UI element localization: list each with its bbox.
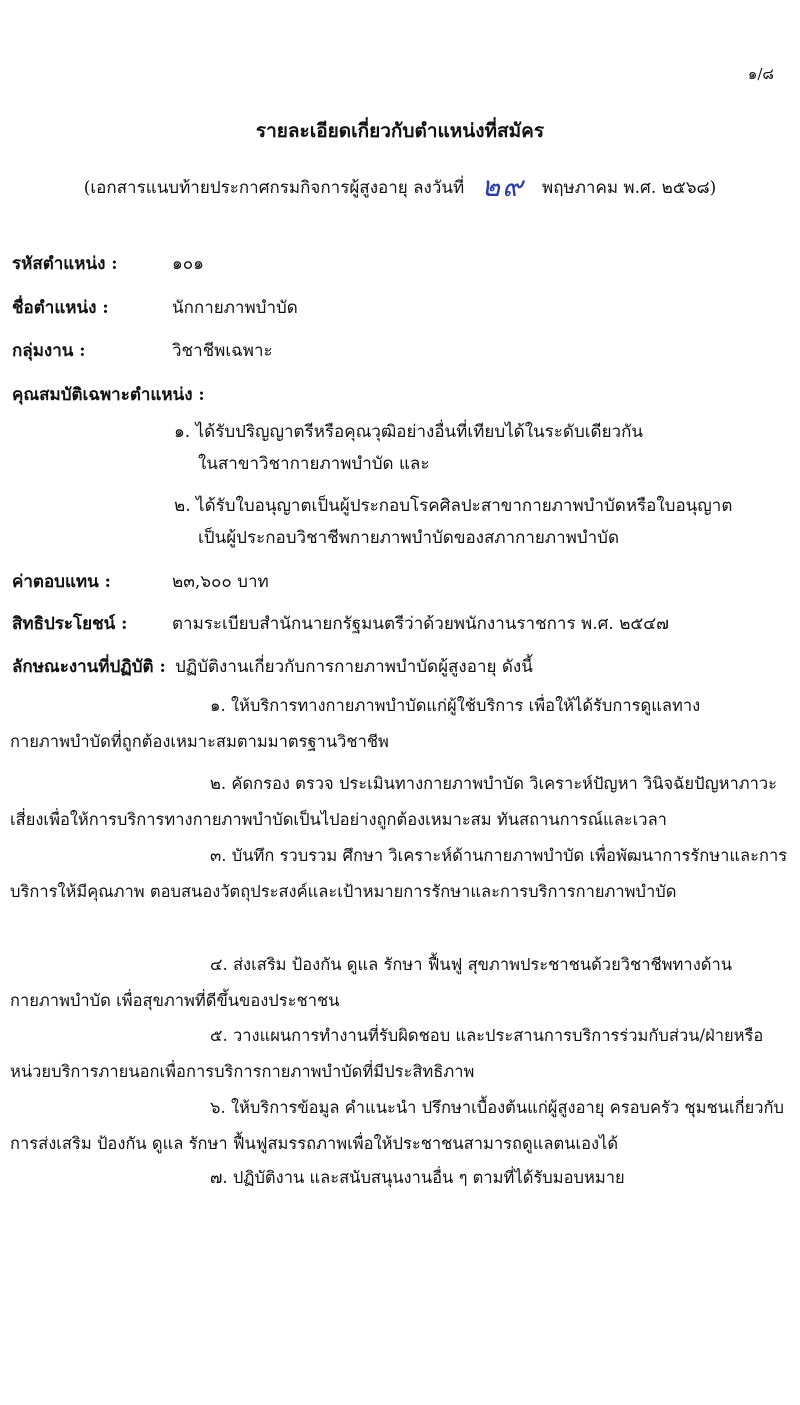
position-code-label: รหัสตำแหน่ง : bbox=[12, 254, 118, 274]
work-group-label: กลุ่มงาน : bbox=[12, 341, 86, 361]
position-name-label: ชื่อตำแหน่ง : bbox=[12, 298, 109, 318]
subtitle-after: พฤษภาคม พ.ศ. ๒๕๖๘) bbox=[541, 178, 717, 198]
qualification-item-cont: เป็นผู้ประกอบวิชาชีพกายภาพบำบัดของสภากายภาพบำบัด bbox=[198, 528, 620, 548]
page-number: ๑/๘ bbox=[747, 65, 774, 83]
qualification-item-cont: ในสาขาวิชากายภาพบำบัด และ bbox=[198, 454, 430, 474]
duty-item-1: ๑. ให้บริการทางกายภาพบำบัดแก่ผู้ใช้บริการ เพื่อให้ได้รับการดูแลทางกายภาพบำบัดที่ถูกต้องเหมาะสมตามมาตรฐานวิชาชีพ bbox=[10, 696, 701, 751]
duty-item-2: ๒. คัดกรอง ตรวจ ประเมินทางกายภาพบำบัด วิเคราะห์ปัญหา วินิจฉัยปัญหาภาวะเสี่ยงเพื่อให้การบริการทางกายภาพบำบัดเป็นไปอย่างถูกต้องเหมาะสม ทันสถานการณ์และเวลา bbox=[10, 774, 778, 829]
duty-item-5: ๕. วางแผนการทำงานที่รับผิดชอบ และประสานการบริการร่วมกับส่วน/ฝ่ายหรือ หน่วยบริการภายนอกเพื่อการบริการกายภาพบำบัดที่มีประสิทธิภาพ bbox=[10, 1026, 764, 1081]
qualification-item: ๒. ได้รับใบอนุญาตเป็นผู้ประกอบโรคศิลปะสาขากายภาพบำบัดหรือใบอนุญาต bbox=[174, 496, 733, 516]
duties-intro: ปฏิบัติงานเกี่ยวกับการกายภาพบำบัดผู้สูงอายุ ดังนี้ bbox=[175, 657, 533, 677]
compensation-value: ๒๓,๖๐๐ บาท bbox=[172, 572, 269, 592]
duty-item-7: ๗. ปฏิบัติงาน และสนับสนุนงานอื่น ๆ ตามที่ได้รับมอบหมาย bbox=[210, 1168, 625, 1187]
document-subtitle bbox=[0, 162, 800, 206]
duties-label: ลักษณะงานที่ปฏิบัติ : bbox=[12, 657, 166, 677]
work-group-value: วิชาชีพเฉพาะ bbox=[172, 341, 273, 361]
subtitle-before: (เอกสารแนบท้ายประกาศกรมกิจการผู้สูงอายุ ลงวันที่ bbox=[83, 178, 465, 198]
position-code-value: ๑๐๑ bbox=[172, 254, 204, 274]
duty-item-6: ๖. ให้บริการข้อมูล คำแนะนำ ปรึกษาเบื้องต้นแก่ผู้สูงอายุ ครอบครัว ชุมชนเกี่ยวกับการส่งเสริม ป้องกัน ดูแล รักษา ฟื้นฟูสมรรถภาพเพื่อให้ประชาชนสามารถดูแลตนเองได้ bbox=[10, 1098, 784, 1153]
position-name-value: นักกายภาพบำบัด bbox=[172, 298, 298, 318]
benefits-value: ตามระเบียบสำนักนายกรัฐมนตรีว่าด้วยพนักงานราชการ พ.ศ. ๒๕๔๗ bbox=[172, 614, 669, 634]
duty-item-4: ๔. ส่งเสริม ป้องกัน ดูแล รักษา ฟื้นฟู สุขภาพประชาชนด้วยวิชาชีพทางด้านกายภาพบำบัด เพื่อสุขภาพที่ดีขึ้นของประชาชน bbox=[10, 955, 733, 1010]
qualifications-label: คุณสมบัติเฉพาะตำแหน่ง : bbox=[12, 385, 205, 405]
qualification-item: ๑. ได้รับปริญญาตรีหรือคุณวุฒิอย่างอื่นที่เทียบได้ในระดับเดียวกัน bbox=[174, 422, 644, 442]
document-title: รายละเอียดเกี่ยวกับตำแหน่งที่สมัคร bbox=[255, 120, 545, 142]
compensation-label: ค่าตอบแทน : bbox=[12, 572, 111, 592]
duty-item-3: ๓. บันทึก รวบรวม ศึกษา วิเคราะห์ด้านกายภาพบำบัด เพื่อพัฒนาการรักษาและการบริการให้มีคุณภาพ ตอบสนองวัตถุประสงค์และเป้าหมายการรักษาและการบริการกายภาพบำบัด bbox=[10, 846, 788, 901]
benefits-label: สิทธิประโยชน์ : bbox=[12, 614, 128, 634]
handwritten-day: ๒๙ bbox=[481, 170, 525, 203]
